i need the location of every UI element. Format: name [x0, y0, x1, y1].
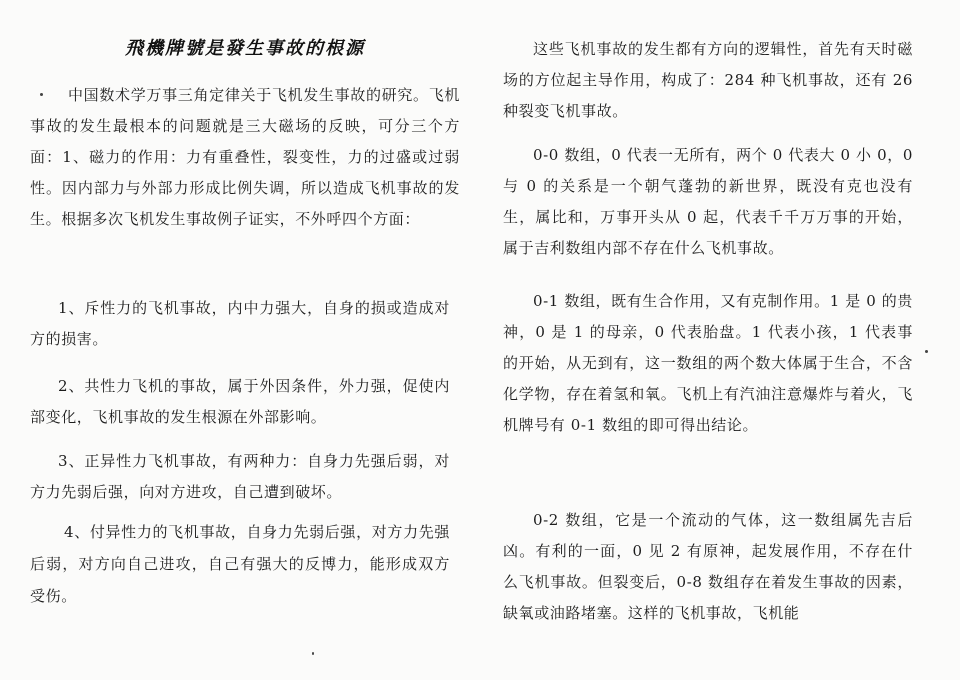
intro-paragraph: 中国数术学万事三角定律关于飞机发生事故的研究。飞机事故的发生最根本的问题就是三大磁场的反映，可分三个方面：1、磁力的作用：力有重叠性，裂变性，力的过盛或过弱性。因内部力与外部力形成比例失调，所以造成飞机事故的发生。根据多次飞机发生事故例子证实，不外呼四个方面： [30, 86, 460, 228]
list-item-2: 2、共性力飞机的事故，属于外因条件，外力强，促使内部变化，飞机事故的发生根源在外部影响。 [30, 377, 450, 426]
list-item-3: 3、正异性力飞机事故，有两种力：自身力先强后弱，对方力先弱后强，向对方进攻，自己遭到破坏。 [30, 452, 450, 501]
list-item-4: 4、付异性力的飞机事故，自身力先弱后强，对方力先强后弱，对方向自己进攻，自己有强大的反博力，能形成双方受伤。 [30, 523, 450, 605]
paragraph-direction-logic: 这些飞机事故的发生都有方向的逻辑性，首先有天时磁场的方位起主导作用，构成了：284 种飞机事故，还有 26 种裂变飞机事故。 [503, 40, 913, 120]
paragraph-0-2-group: 0-2 数组，它是一个流动的气体，这一数组属先吉后凶。有利的一面，0 见 2 有原神，起发展作用，不存在什么飞机事故。但裂变后，0-8 数组存在着发生事故的因素，缺氧或油路堵塞。这样的飞机事故，飞机能 [503, 511, 913, 622]
document-title: 飛機牌號是發生事故的根源 [125, 38, 365, 59]
paragraph-0-1-group: 0-1 数组，既有生合作用，又有克制作用。1 是 0 的贵神，0 是 1 的母亲，0 代表胎盘。1 代表小孩，1 代表事的开始，从无到有，这一数组的两个数大体属于生合，不含化学物，存在着氢和氧。飞机上有汽油注意爆炸与着火，飞机牌号有 0-1 数组的即可得出结论。 [503, 292, 913, 434]
scan-speck [925, 350, 928, 353]
paragraph-0-0-group: 0-0 数组，0 代表一无所有，两个 0 代表大 0 小 0，0 与 0 的关系是一个朝气蓬勃的新世界，既没有克也没有生，属比和，万事开头从 0 起，代表千千万万事的开始，属于吉利数组内部不存在什么飞机事故。 [503, 146, 913, 257]
list-item-1: 1、斥性力的飞机事故，内中力强大，自身的损或造成对方的损害。 [30, 299, 450, 348]
scan-speck [312, 652, 314, 655]
